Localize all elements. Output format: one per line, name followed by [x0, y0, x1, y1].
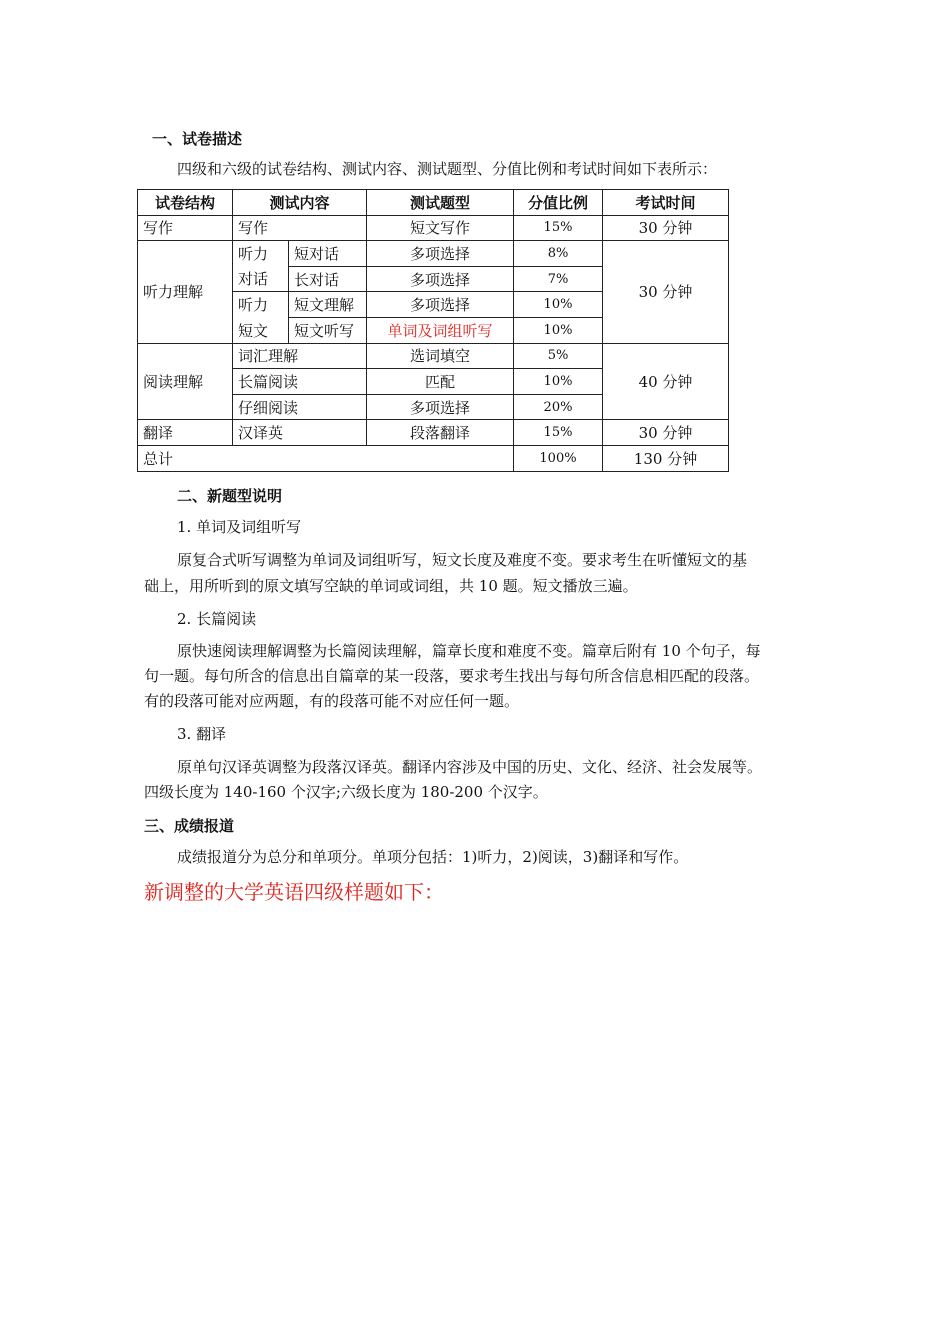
table-row [138, 241, 729, 267]
table-header-row [138, 190, 729, 216]
reading-structure: 阅读理解 [138, 343, 233, 420]
listening-structure: 听力理解 [138, 241, 233, 343]
item3-title: 3. 翻译 [177, 725, 227, 743]
exam-structure-table [137, 189, 729, 472]
table-row [138, 445, 729, 471]
listening-ratio-1: 8% [514, 241, 603, 267]
section1-title: 一、试卷描述 [152, 130, 243, 148]
sample-heading: 新调整的大学英语四级样题如下： [144, 880, 444, 904]
listening-time: 30 分钟 [603, 241, 729, 343]
reading-ratio-2: 10% [514, 369, 603, 395]
translation-time: 30 分钟 [603, 420, 729, 446]
writing-type: 短文写作 [367, 215, 514, 241]
writing-time: 30 分钟 [603, 215, 729, 241]
item2-line3: 有的段落可能对应两题，有的段落可能不对应任何一题。 [144, 692, 520, 710]
listening-content-4: 短文听写 [289, 317, 367, 343]
table-row [138, 215, 729, 241]
listening-ratio-4: 10% [514, 317, 603, 343]
total-ratio: 100% [514, 445, 603, 471]
total-label: 总计 [138, 445, 514, 471]
listening-type-4: 单词及词组听写 [367, 317, 514, 343]
listening-sub2-line1: 听力 [233, 292, 289, 318]
writing-ratio: 15% [514, 215, 603, 241]
listening-type-1: 多项选择 [367, 241, 514, 267]
item1-title: 1. 单词及词组听写 [177, 518, 302, 536]
listening-type-2: 多项选择 [367, 266, 514, 292]
section3-title: 三、成绩报道 [144, 817, 235, 835]
translation-ratio: 15% [514, 420, 603, 446]
header-content: 测试内容 [233, 190, 367, 216]
reading-ratio-1: 5% [514, 343, 603, 369]
total-time: 130 分钟 [603, 445, 729, 471]
translation-content: 汉译英 [233, 420, 367, 446]
listening-ratio-3: 10% [514, 292, 603, 318]
listening-content-3: 短文理解 [289, 292, 367, 318]
listening-type-3: 多项选择 [367, 292, 514, 318]
item1-line2: 础上，用所听到的原文填写空缺的单词或词组，共 10 题。短文播放三遍。 [144, 577, 638, 595]
item3-line2: 四级长度为 140-160 个汉字;六级长度为 180-200 个汉字。 [144, 783, 548, 801]
section1-intro: 四级和六级的试卷结构、测试内容、测试题型、分值比例和考试时间如下表所示： [177, 160, 718, 178]
reading-type-1: 选词填空 [367, 343, 514, 369]
writing-content: 写作 [233, 215, 367, 241]
section3-text: 成绩报道分为总分和单项分。单项分包括：1)听力，2)阅读，3)翻译和写作。 [177, 848, 689, 866]
translation-type: 段落翻译 [367, 420, 514, 446]
reading-content-2: 长篇阅读 [233, 369, 367, 395]
reading-ratio-3: 20% [514, 394, 603, 420]
reading-type-2: 匹配 [367, 369, 514, 395]
listening-ratio-2: 7% [514, 266, 603, 292]
listening-sub2-line2: 短文 [233, 317, 289, 343]
writing-structure: 写作 [138, 215, 233, 241]
item2-line1: 原快速阅读理解调整为长篇阅读理解，篇章长度和难度不变。篇章后附有 10 个句子，每 [177, 642, 761, 660]
reading-time: 40 分钟 [603, 343, 729, 420]
item3-line1: 原单句汉译英调整为段落汉译英。翻译内容涉及中国的历史、文化、经济、社会发展等。 [177, 758, 763, 776]
listening-sub1-line2: 对话 [233, 266, 289, 292]
item2-line2: 句一题。每句所含的信息出自篇章的某一段落，要求考生找出与每句所含信息相匹配的段落。 [144, 667, 760, 685]
item1-line1: 原复合式听写调整为单词及词组听写，短文长度及难度不变。要求考生在听懂短文的基 [177, 551, 748, 569]
table-row [138, 420, 729, 446]
section2-title: 二、新题型说明 [177, 487, 283, 505]
reading-content-1: 词汇理解 [233, 343, 367, 369]
listening-content-1: 短对话 [289, 241, 367, 267]
item2-title: 2. 长篇阅读 [177, 610, 257, 628]
table-row [138, 343, 729, 369]
reading-type-3: 多项选择 [367, 394, 514, 420]
reading-content-3: 仔细阅读 [233, 394, 367, 420]
header-ratio: 分值比例 [514, 190, 603, 216]
translation-structure: 翻译 [138, 420, 233, 446]
header-structure: 试卷结构 [138, 190, 233, 216]
header-type: 测试题型 [367, 190, 514, 216]
listening-sub1-line1: 听力 [233, 241, 289, 267]
listening-content-2: 长对话 [289, 266, 367, 292]
header-time: 考试时间 [603, 190, 729, 216]
